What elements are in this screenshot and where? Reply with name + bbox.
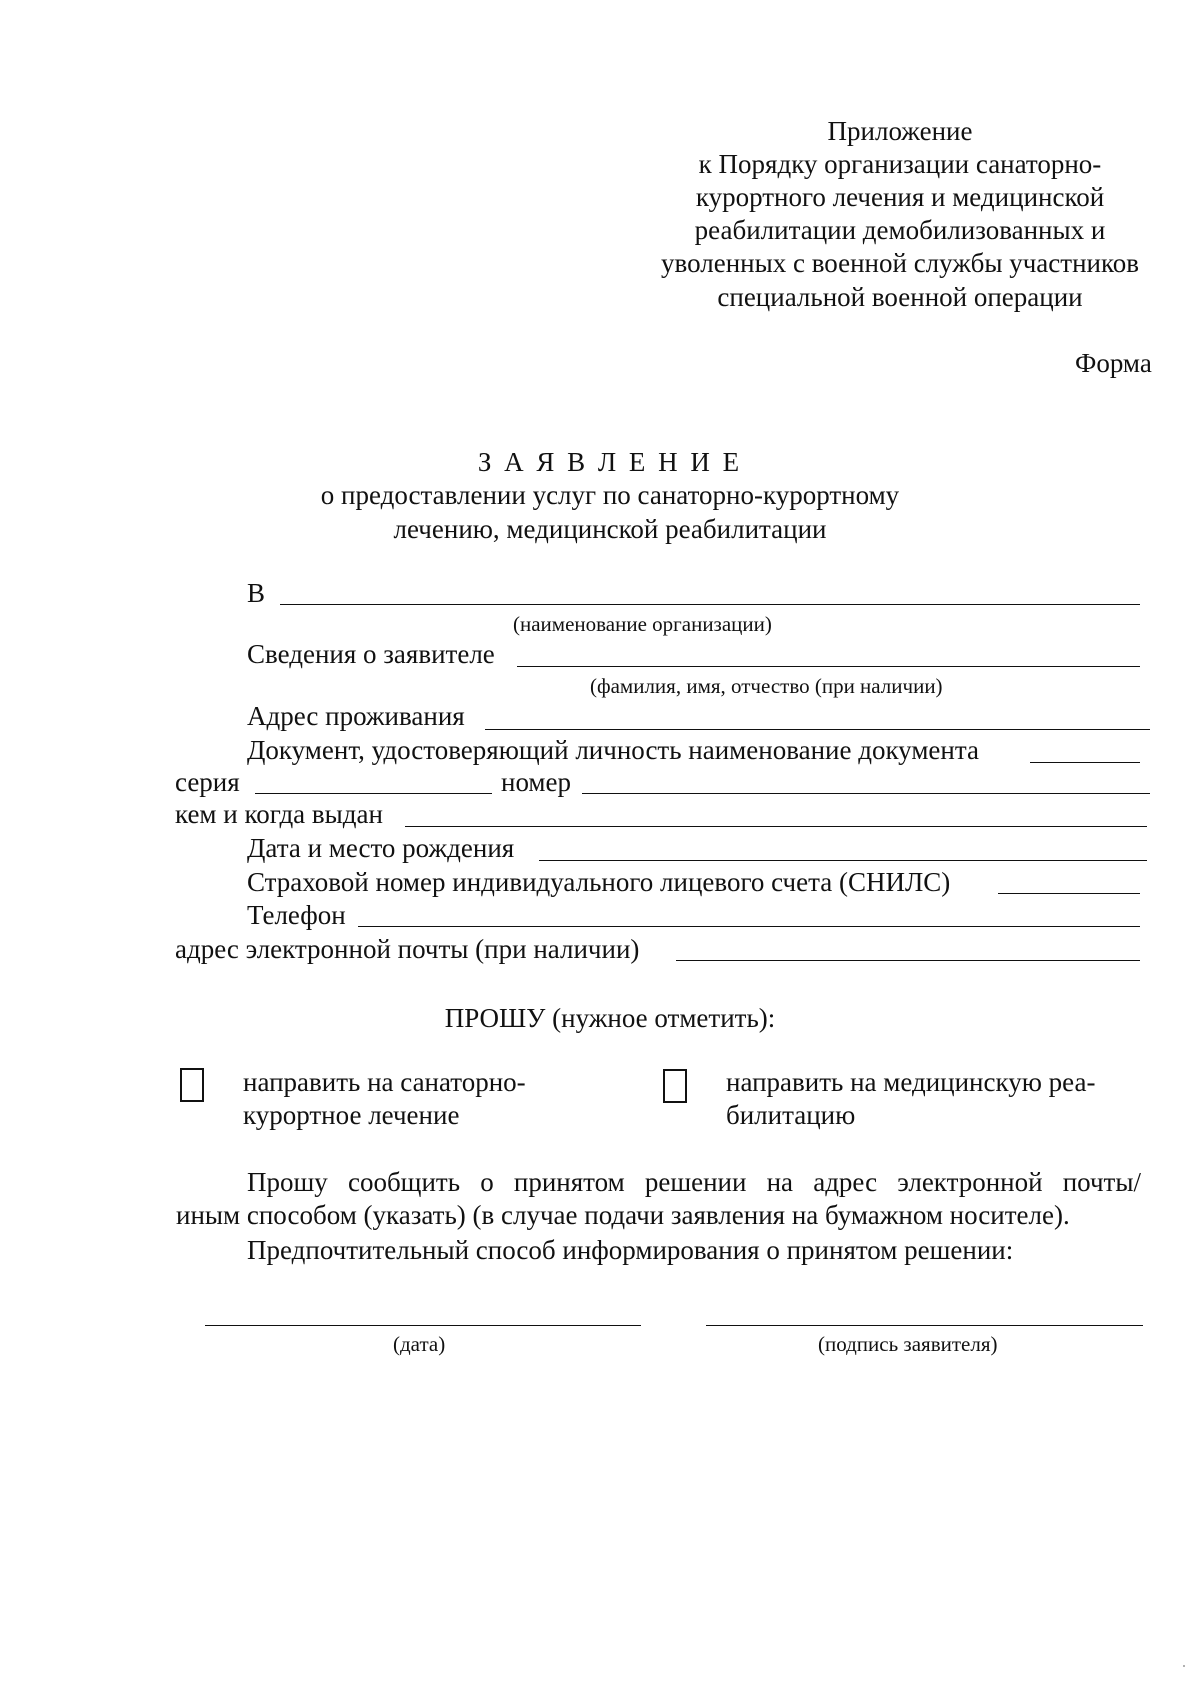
number-label: номер [501, 767, 572, 797]
number-field[interactable] [582, 793, 1150, 794]
series-field[interactable] [255, 793, 492, 794]
document-title: З А Я В Л Е Н И Е [477, 447, 743, 477]
sanatorium-option-label: направить на санаторно- [243, 1067, 526, 1097]
email-label: адрес электронной почты (при наличии) [175, 934, 640, 964]
date-hint: (дата) [393, 1332, 446, 1356]
document-name-field[interactable] [1030, 762, 1140, 763]
rehabilitation-option-label: направить на медицинскую реа- [726, 1067, 1096, 1097]
birth-label: Дата и место рождения [247, 833, 515, 863]
email-field[interactable] [676, 960, 1140, 961]
appendix-line: уволенных с военной службы участников [661, 248, 1139, 278]
request-heading: ПРОШУ (нужное отметить): [444, 1003, 776, 1033]
notify-line: иным способом (указать) (в случае подачи заявления на бумажном носителе). [176, 1200, 1070, 1230]
signature-hint: (подпись заявителя) [818, 1332, 998, 1356]
appendix-line: курортного лечения и медицинской [695, 182, 1105, 212]
sanatorium-checkbox[interactable] [180, 1068, 204, 1102]
form-label: Форма [1075, 348, 1152, 378]
phone-field[interactable] [358, 926, 1140, 927]
rehabilitation-option-label: билитацию [726, 1100, 856, 1130]
issued-field[interactable] [405, 826, 1147, 827]
notify-line: Предпочтительный способ информирования о принятом решении: [247, 1235, 1014, 1265]
address-field[interactable] [485, 729, 1150, 730]
applicant-name-field[interactable] [517, 666, 1140, 667]
applicant-hint: (фамилия, имя, отчество (при наличии) [590, 674, 943, 698]
document-subtitle: о предоставлении услуг по санаторно-курортному [320, 480, 900, 510]
series-label: серия [175, 767, 240, 797]
birth-field[interactable] [539, 860, 1147, 861]
rehabilitation-checkbox[interactable] [663, 1069, 687, 1103]
address-label: Адрес проживания [247, 701, 465, 731]
issued-label: кем и когда выдан [175, 799, 383, 829]
snils-label: Страховой номер индивидуального лицевого счета (СНИЛС) [247, 867, 951, 897]
organization-hint: (наименование организации) [513, 612, 772, 636]
organization-name-field[interactable] [280, 604, 1140, 605]
appendix-line: к Порядку организации санаторно- [698, 149, 1102, 179]
date-field[interactable] [205, 1325, 641, 1326]
applicant-label: Сведения о заявителе [247, 639, 495, 669]
appendix-line: специальной военной операции [717, 282, 1083, 312]
sanatorium-option-label: курортное лечение [243, 1100, 460, 1130]
notify-line: Прошу сообщить о принятом решении на адрес электронной почты/ [247, 1167, 1141, 1197]
snils-field[interactable] [998, 893, 1140, 894]
phone-label: Телефон [247, 900, 346, 930]
appendix-line: реабилитации демобилизованных и [694, 215, 1106, 245]
appendix-title: Приложение [827, 116, 973, 146]
scan-speck [1183, 1665, 1185, 1667]
to-label: В [247, 578, 266, 608]
document-subtitle: лечению, медицинской реабилитации [393, 514, 827, 544]
document-label: Документ, удостоверяющий личность наименование документа [247, 735, 979, 765]
signature-field[interactable] [706, 1325, 1143, 1326]
